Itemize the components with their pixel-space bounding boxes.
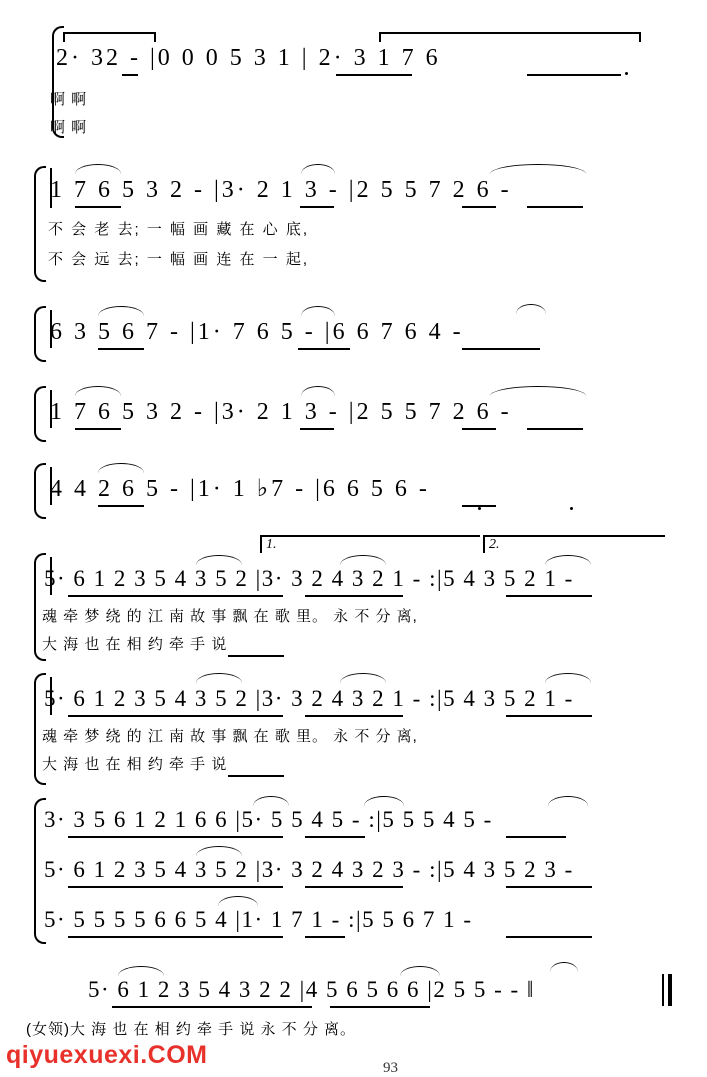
- slur: [400, 966, 440, 976]
- s2-lyric-2: 不 会 远 去; 一 幅 画 连 在 一 起,: [48, 251, 310, 268]
- slur: [301, 164, 335, 174]
- lyric-underline: [228, 655, 284, 657]
- slur: [548, 796, 588, 806]
- s1-v1-notes: 2· 32 - |0 0 0 5 3 1 | 2· 3 1 7 6: [56, 45, 441, 71]
- system-2: [0, 150, 707, 290]
- augmentation-dot: [625, 72, 628, 75]
- s6-lyric-1: 魂 牵 梦 绕 的 江 南 故 事 飘 在 歌 里。 永 不 分 离,: [42, 608, 418, 625]
- ending-1-bracket: [260, 535, 480, 553]
- slur: [98, 463, 144, 473]
- underbeam: [462, 348, 540, 350]
- system-brace: [34, 166, 46, 282]
- system-brace: [34, 386, 46, 442]
- underbeam: [336, 74, 412, 76]
- system-3: [0, 298, 707, 368]
- augmentation-dot: [570, 507, 573, 510]
- underbeam: [122, 74, 138, 76]
- slur: [490, 386, 586, 396]
- system-brace: [34, 463, 46, 519]
- underbeam: [68, 595, 283, 597]
- s8-v3-notes: 5· 5 5 5 5 6 6 5 4 |1· 1 7 1 - :|5 5 6 7 1 -: [44, 907, 473, 932]
- final-barline-thin: [662, 974, 664, 1006]
- slur: [301, 306, 335, 316]
- augmentation-dot: [478, 507, 481, 510]
- underbeam: [300, 428, 334, 430]
- underbeam: [330, 1006, 430, 1008]
- underbeam: [527, 206, 583, 208]
- final-barline-thick: [668, 974, 672, 1006]
- underbeam: [300, 206, 334, 208]
- ending-1-label: 1.: [266, 537, 277, 552]
- underbeam: [112, 1006, 312, 1008]
- slur: [364, 796, 404, 806]
- s4-v1-notes: 1 7 6 5 3 2 - |3· 2 1 3 - |2 5 5 7 2 6 -: [50, 399, 512, 425]
- underbeam: [305, 886, 403, 888]
- system-7: [0, 665, 707, 795]
- barline: [63, 32, 65, 42]
- s5-v1-notes: 4 4 2 6 5 - |1· 1 ♭7 - |6 6 5 6 -: [50, 476, 430, 502]
- slur: [253, 796, 289, 806]
- underbeam: [75, 206, 121, 208]
- s9-v1-notes: 5· 6 1 2 3 5 4 3 2 2 |4 5 6 5 6 6 |2 5 5 - - ‖: [88, 977, 535, 1002]
- s2-v1-notes: 1 7 6 5 3 2 - |3· 2 1 3 - |2 5 5 7 2 6 -: [50, 177, 512, 203]
- underbeam: [68, 836, 283, 838]
- fermata-slur: [550, 962, 578, 972]
- s6-lyric-2: 大 海 也 在 相 约 牵 手 说: [42, 636, 228, 653]
- underbeam: [462, 206, 496, 208]
- s2-lyric-1: 不 会 老 去; 一 幅 画 藏 在 心 底,: [48, 221, 310, 238]
- beam: [63, 32, 156, 34]
- system-1: [0, 10, 707, 140]
- underbeam: [68, 715, 283, 717]
- underbeam: [305, 936, 345, 938]
- slur: [75, 164, 121, 174]
- system-6: [0, 535, 707, 665]
- underbeam: [506, 886, 592, 888]
- underbeam: [462, 428, 496, 430]
- ending-2-bracket: [483, 535, 665, 553]
- underbeam: [506, 595, 592, 597]
- ending-2-label: 2.: [489, 537, 500, 552]
- system-8: [0, 790, 707, 950]
- slur: [118, 966, 164, 976]
- underbeam: [305, 836, 365, 838]
- watermark: qiyuexuexi.COM: [6, 1041, 208, 1069]
- underbeam: [527, 428, 583, 430]
- slur: [516, 304, 546, 314]
- underbeam: [305, 715, 403, 717]
- slur: [218, 896, 258, 906]
- system-5: [0, 455, 707, 525]
- slur: [545, 673, 591, 683]
- s7-v1-notes: 5· 6 1 2 3 5 4 3 5 2 |3· 3 2 4 3 2 1 - :|5 4 3 5 2 1 -: [44, 686, 574, 711]
- system-4: [0, 378, 707, 448]
- slur: [98, 306, 144, 316]
- slur: [340, 673, 386, 683]
- s1-lyric-2: 啊 啊: [50, 119, 88, 136]
- underbeam: [305, 595, 403, 597]
- slur: [75, 386, 121, 396]
- slur: [196, 555, 242, 565]
- underbeam: [75, 428, 121, 430]
- slur: [490, 164, 586, 174]
- underbeam: [98, 348, 144, 350]
- barline: [379, 32, 381, 42]
- s7-lyric-2: 大 海 也 在 相 约 牵 手 说: [42, 756, 228, 773]
- s6-v1-notes: 5· 6 1 2 3 5 4 3 5 2 |3· 3 2 4 3 2 1 - :|5 4 3 5 2 1 -: [44, 566, 574, 591]
- underbeam: [98, 505, 144, 507]
- underbeam: [298, 348, 350, 350]
- underbeam: [527, 74, 621, 76]
- underbeam: [68, 886, 283, 888]
- underbeam: [506, 936, 592, 938]
- s3-v1-notes: 6 3 5 6 7 - |1· 7 6 5 - |6 6 7 6 4 -: [50, 319, 464, 345]
- underbeam: [506, 836, 566, 838]
- barline: [639, 32, 641, 42]
- slur: [301, 386, 335, 396]
- underbeam: [68, 936, 283, 938]
- lyric-underline: [228, 775, 284, 777]
- s1-lyric-1: 啊 啊: [50, 91, 88, 108]
- barline: [154, 32, 156, 42]
- s9-lyric-1: (女领)大 海 也 在 相 约 牵 手 说 永 不 分 离。: [26, 1021, 357, 1038]
- page-number: 93: [383, 1060, 398, 1076]
- underbeam: [506, 715, 592, 717]
- system-9: [0, 960, 707, 1050]
- s7-lyric-1: 魂 牵 梦 绕 的 江 南 故 事 飘 在 歌 里。 永 不 分 离,: [42, 728, 418, 745]
- slur: [545, 555, 591, 565]
- s8-v1-notes: 3· 3 5 6 1 2 1 6 6 |5· 5 5 4 5 - :|5 5 5 4 5 -: [44, 807, 493, 832]
- slur: [196, 846, 242, 856]
- s8-v2-notes: 5· 6 1 2 3 5 4 3 5 2 |3· 3 2 4 3 2 3 - :|5 4 3 5 2 3 -: [44, 857, 574, 882]
- beam: [379, 32, 641, 34]
- slur: [340, 555, 386, 565]
- slur: [196, 673, 242, 683]
- system-brace: [34, 306, 46, 362]
